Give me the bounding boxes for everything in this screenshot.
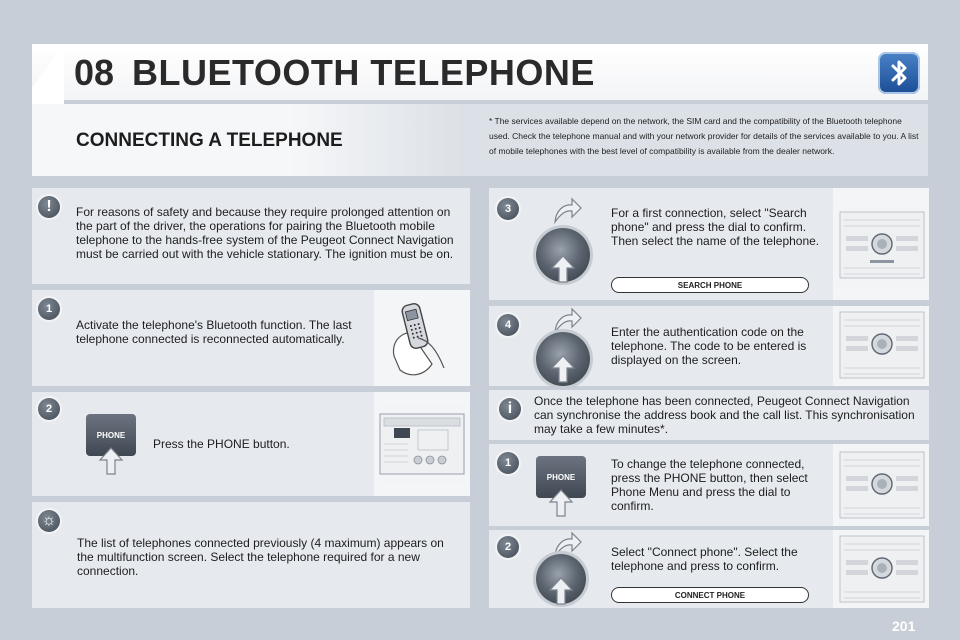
change-step2-text: Select "Connect phone". Select the telephone and press to confirm. xyxy=(611,545,798,573)
warning-text: For reasons of safety and because they require prolonged attention on the part of the driver, the operations for pairing the Bluetooth mobile telephone to the hands-free system of the Peugeot Connect Navigation must be carried out with the vehicle stationary. The ignition must be on. xyxy=(76,205,454,261)
mobile-phone-icon xyxy=(388,298,456,380)
footnote: * The services available depend on the network, the SIM card and the compatibility of the Bluetooth telephone used. Check the telephone manual and with your network provider for details of the services available to you. A list of mobile telephones with the best level of compatibility is available from the dealer network. xyxy=(489,116,919,156)
radio-unit-image xyxy=(838,206,926,286)
radio-unit-image xyxy=(378,404,466,484)
press-arrow-icon xyxy=(548,254,578,284)
step4-text: Enter the authentication code on the telephone. The code to be entered is displayed on the screen. xyxy=(611,325,807,367)
change-step1-text: To change the telephone connected, press the PHONE button, then select Phone Menu and press the dial to confirm. xyxy=(611,457,808,513)
step-badge: 1 xyxy=(38,298,60,320)
info-icon: i xyxy=(499,398,521,420)
step2-text: Press the PHONE button. xyxy=(153,437,290,451)
step-badge: 2 xyxy=(497,536,519,558)
chapter-number: 08 xyxy=(74,52,115,93)
rotate-arrow-icon xyxy=(552,196,582,226)
radio-unit-image xyxy=(838,306,926,384)
press-arrow-icon xyxy=(546,488,576,518)
search-phone-menu-item[interactable]: SEARCH PHONE xyxy=(611,277,809,293)
radio-unit-image xyxy=(838,446,926,526)
tip-icon: ☼ xyxy=(38,510,60,532)
page-title: BLUETOOTH TELEPHONE xyxy=(132,52,595,93)
phone-button[interactable]: PHONE xyxy=(536,456,586,498)
header-corner-shape xyxy=(0,44,64,104)
press-arrow-icon xyxy=(548,354,578,384)
connect-phone-menu-item[interactable]: CONNECT PHONE xyxy=(611,587,809,603)
page-number: 201 xyxy=(892,618,916,634)
warning-icon: ! xyxy=(38,196,60,218)
tip-text: The list of telephones connected previously (4 maximum) appears on the multifunction screen. Select the telephone required for a new connection. xyxy=(77,536,444,578)
step-badge: 1 xyxy=(497,452,519,474)
step-badge: 4 xyxy=(497,314,519,336)
step-badge: 3 xyxy=(497,198,519,220)
info-text: Once the telephone has been connected, Peugeot Connect Navigation can synchronise the address book and the call list. This synchronisation may take a few minutes*. xyxy=(534,394,915,436)
step-badge: 2 xyxy=(38,398,60,420)
phone-button[interactable]: PHONE xyxy=(86,414,136,456)
press-arrow-icon xyxy=(546,576,576,606)
section-title: CONNECTING A TELEPHONE xyxy=(76,130,343,151)
radio-unit-image xyxy=(838,530,926,606)
bluetooth-icon xyxy=(878,52,920,94)
step1-text: Activate the telephone's Bluetooth function. The last telephone connected is reconnected automatically. xyxy=(76,318,352,346)
step3-text: For a first connection, select "Search phone" and press the dial to confirm. Then select the name of the telephone. xyxy=(611,206,820,248)
press-arrow-icon xyxy=(96,446,126,476)
